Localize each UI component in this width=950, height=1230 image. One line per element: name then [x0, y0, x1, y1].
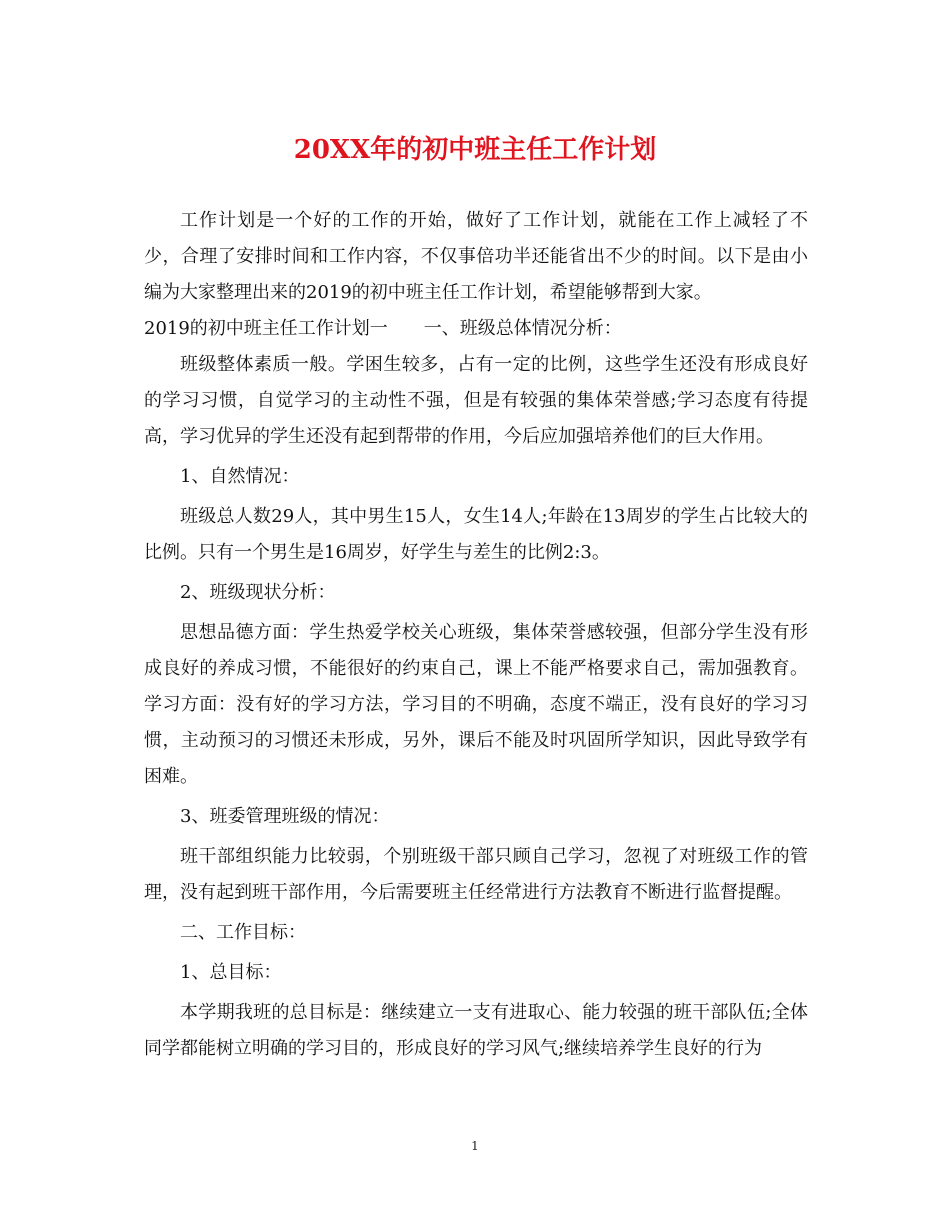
- plan-heading: 2019的初中班主任工作计划一 一、班级总体情况分析：: [144, 318, 622, 339]
- document-body: [144, 203, 808, 1067]
- work-goals-heading: 二、工作目标：: [180, 922, 306, 943]
- committee-heading: 3、班委管理班级的情况：: [180, 806, 390, 827]
- overall-analysis-paragraph: 班级整体素质一般。学困生较多，占有一定的比例，这些学生还没有形成良好的学习习惯，自觉学习的主动性不强，但是有较强的集体荣誉感;学习态度有待提高，学习优异的学生还没有起到帮带的作用，今后应加强培养他们的巨大作用。: [144, 354, 808, 447]
- natural-situation-heading: 1、自然情况：: [180, 466, 300, 487]
- class-status-heading: 2、班级现状分析：: [180, 582, 336, 603]
- overall-goal-heading: 1、总目标：: [180, 962, 282, 983]
- document-title: 20XX年的初中班主任工作计划: [293, 135, 657, 165]
- page-number: 1: [471, 1139, 479, 1153]
- intro-paragraph: 工作计划是一个好的工作的开始，做好了工作计划，就能在工作上减轻了不少，合理了安排时间和工作内容，不仅事倍功半还能省出不少的时间。以下是由小编为大家整理出来的2019的初中班主任工作计划，希望能够帮到大家。: [144, 210, 808, 303]
- class-status-paragraph: 思想品德方面：学生热爱学校关心班级，集体荣誉感较强，但部分学生没有形成良好的养成习惯，不能很好的约束自己，课上不能严格要求自己，需加强教育。学习方面：没有好的学习方法，学习目的不明确，态度不端正，没有良好的学习习惯，主动预习的习惯还未形成，另外，课后不能及时巩固所学知识，因此导致学有困难。: [144, 622, 808, 787]
- natural-situation-paragraph: 班级总人数29人，其中男生15人，女生14人;年龄在13周岁的学生占比较大的比例。只有一个男生是16周岁，好学生与差生的比例2:3。: [144, 506, 808, 563]
- overall-goal-paragraph: 本学期我班的总目标是：继续建立一支有进取心、能力较强的班干部队伍;全体同学都能树立明确的学习目的，形成良好的学习风气;继续培养学生良好的行为: [144, 1002, 808, 1059]
- committee-paragraph: 班干部组织能力比较弱，个别班级干部只顾自己学习，忽视了对班级工作的管理，没有起到班干部作用，今后需要班主任经常进行方法教育不断进行监督提醒。: [144, 846, 808, 903]
